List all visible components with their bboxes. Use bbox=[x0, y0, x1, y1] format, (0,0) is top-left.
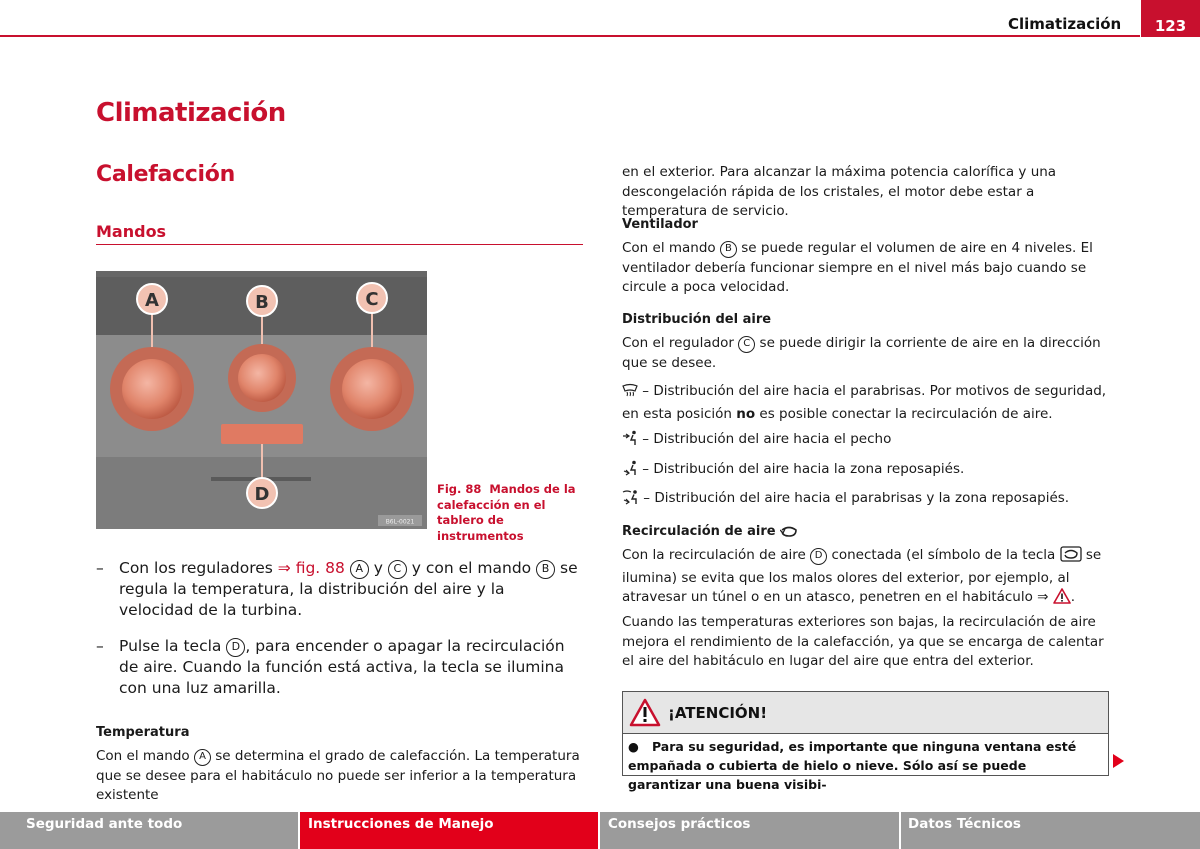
control-a-badge: A bbox=[350, 560, 369, 579]
instruction-bullet-2: – Pulse la tecla D , para encender o apagar la recirculación de aire. Cuando la función está activa, la tecla se ilumina con una luz amarilla. bbox=[96, 637, 565, 697]
figure-label-a: A bbox=[145, 290, 159, 311]
control-a-badge: A bbox=[194, 749, 211, 766]
temperature-paragraph: Con el mando A se determina el grado de calefacción. La temperatura que se desee para el habitáculo no puede ser inferior a la temperatura existente bbox=[96, 748, 580, 803]
control-b-badge: B bbox=[720, 241, 737, 258]
recirculation-key-icon bbox=[1060, 546, 1082, 569]
warning-title: ¡ATENCIÓN! bbox=[668, 704, 768, 722]
recirculation-icon bbox=[780, 526, 798, 542]
figure-caption bbox=[437, 482, 587, 544]
windshield-footwell-icon bbox=[622, 489, 639, 512]
next-page-arrow-icon[interactable] bbox=[1112, 753, 1125, 773]
figure-label-b: B bbox=[255, 292, 269, 313]
fan-paragraph: Con el mando B se puede regular el volumen de aire en 4 niveles. El ventilador debería funcionar siempre en el nivel más bajo cuando se circule a poca velocidad. bbox=[622, 240, 1093, 295]
footer-tab-seguridad[interactable]: Seguridad ante todo bbox=[0, 812, 298, 849]
footer-tab-instrucciones[interactable]: Instrucciones de Manejo bbox=[300, 812, 598, 849]
warning-text: ● Para su seguridad, es importante que ninguna ventana esté empañada o cubierta de hielo o nieve. Sólo así se puede garantizar una buena visibi- bbox=[628, 739, 1077, 792]
distribution-footwell: – Distribución del aire hacia la zona reposapiés. bbox=[622, 460, 1109, 483]
chest-vent-icon bbox=[622, 430, 638, 453]
air-distribution-paragraph: Con el regulador C se puede dirigir la corriente de aire en la dirección que se desee. bbox=[622, 335, 1101, 371]
figure-label-c: C bbox=[365, 289, 379, 310]
figure-code: B6L-0021 bbox=[385, 518, 415, 526]
cold-weather-paragraph: Cuando las temperaturas exteriores son bajas, la recirculación de aire mejora el rendimiento de la calefacción, ya que se encarga de calentar el aire del habitáculo en lugar del aire que entra del exterior. bbox=[622, 614, 1104, 669]
distribution-windshield: – Distribución del aire hacia el parabrisas. Por motivos de seguridad, en esta posición no es posible conectar la recirculación de aire. bbox=[622, 383, 1107, 422]
instruction-bullet-1: – Con los reguladores ⇒ fig. 88 A y C y con el mando B se regula la temperatura, la distribución del aire y la velocidad de la turbina. bbox=[96, 559, 578, 619]
control-d-badge: D bbox=[810, 548, 827, 565]
distribution-windshield-footwell: – Distribución del aire hacia el parabrisas y la zona reposapiés. bbox=[622, 489, 1109, 512]
warning-icon bbox=[629, 698, 661, 731]
fan-title: Ventilador bbox=[622, 217, 698, 232]
subsection-rule bbox=[96, 244, 583, 245]
control-c-badge: C bbox=[738, 336, 755, 353]
control-b-badge: B bbox=[536, 560, 555, 579]
subsection-title: Mandos bbox=[96, 222, 167, 241]
warning-box bbox=[622, 691, 1109, 792]
header-rule bbox=[0, 35, 1140, 37]
page-number: 123 bbox=[1141, 0, 1200, 37]
warning-header bbox=[623, 692, 1108, 734]
section-title: Calefacción bbox=[96, 162, 235, 187]
heater-controls-figure bbox=[96, 271, 427, 529]
temperature-title: Temperatura bbox=[96, 725, 190, 740]
chapter-title: Climatización bbox=[96, 98, 286, 128]
control-d-badge: D bbox=[226, 638, 245, 657]
figure-caption-number: Fig. 88 bbox=[437, 482, 482, 496]
recirculation-key bbox=[221, 424, 303, 444]
distribution-chest: – Distribución del aire hacia el pecho bbox=[622, 430, 1109, 453]
footer-tab-datos[interactable]: Datos Técnicos bbox=[901, 812, 1200, 849]
windshield-icon bbox=[622, 383, 638, 405]
footer-nav bbox=[0, 812, 1200, 849]
control-c-badge: C bbox=[388, 560, 407, 579]
continued-paragraph: en el exterior. Para alcanzar la máxima potencia calorífica y una descongelación rápida de los cristales, el motor debe estar a temperatura de servicio. bbox=[622, 164, 1057, 219]
recirculation-title: Recirculación de aire bbox=[622, 524, 798, 542]
warning-triangle-icon[interactable] bbox=[1053, 588, 1071, 611]
figure-caption-text: Mandos de la calefacción en el tablero de instrumentos bbox=[437, 482, 576, 543]
recirculation-paragraph: Con la recirculación de aire D conectada (el símbolo de la tecla se ilumina) se evita que los malos olores del exterior, por ejemplo, al atravesar un túnel o en un atasco, penetren en el habitáculo ⇒ . bbox=[622, 546, 1109, 611]
running-header-title: Climatización bbox=[1008, 15, 1122, 33]
footer-tab-consejos[interactable]: Consejos prácticos bbox=[600, 812, 899, 849]
air-distribution-title: Distribución del aire bbox=[622, 312, 772, 327]
figure-reference-link[interactable]: ⇒ fig. 88 bbox=[277, 559, 345, 577]
figure-label-d: D bbox=[254, 484, 270, 505]
footwell-icon bbox=[622, 460, 638, 483]
